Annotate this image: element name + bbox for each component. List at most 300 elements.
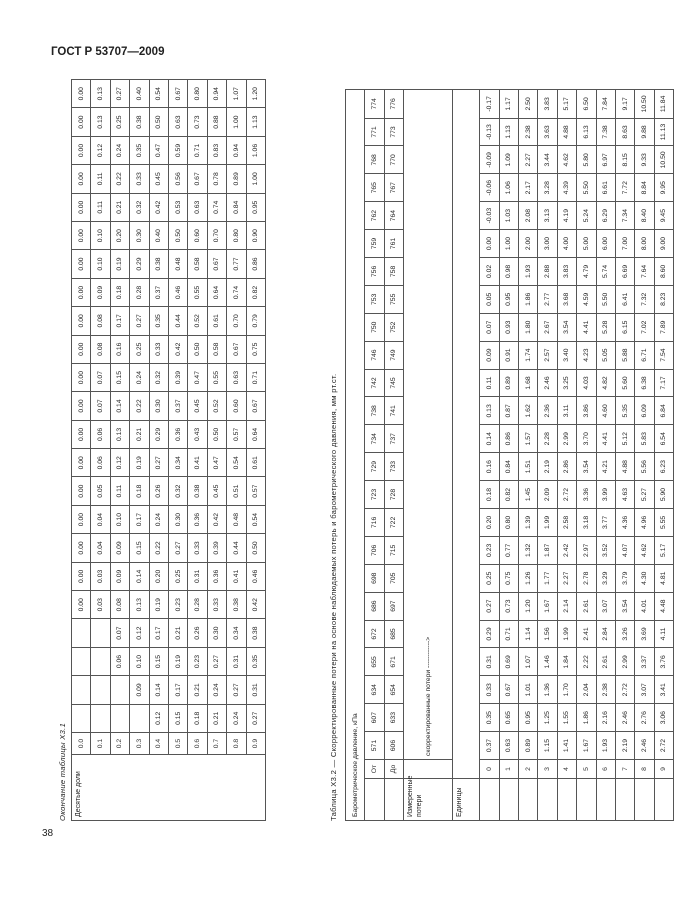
- table-cell: 7.72: [615, 174, 634, 202]
- table-cell: 0.95: [499, 285, 518, 313]
- from-value: 698: [365, 564, 384, 592]
- table-cell: 0.42: [168, 335, 187, 363]
- table-cell: 0.98: [499, 257, 518, 285]
- table-cell: 3.63: [538, 118, 557, 146]
- table-cell: 0.04: [91, 534, 110, 562]
- table-cell: 0.00: [72, 534, 91, 562]
- table-cell: 4.82: [596, 369, 615, 397]
- pressure-header-row: [346, 90, 365, 821]
- table-cell: 5.55: [654, 508, 673, 536]
- table-cell: 0.09: [480, 341, 499, 369]
- table-cell: 6.71: [635, 341, 654, 369]
- table-cell: 3.40: [557, 341, 576, 369]
- table-cell: 0.75: [499, 564, 518, 592]
- table-cell: 0.71: [246, 363, 265, 391]
- table-cell: 5.12: [615, 425, 634, 453]
- table-cell: -0.17: [480, 90, 499, 118]
- table-cell: 2.97: [577, 536, 596, 564]
- table-cell: 0.00: [480, 230, 499, 258]
- table-cell: 0.86: [499, 425, 518, 453]
- to-value: 741: [384, 397, 403, 425]
- table-cell: 4.96: [635, 508, 654, 536]
- table-cell: 2.72: [557, 481, 576, 509]
- table-cell: 0.40: [149, 221, 168, 249]
- table-cell: -0.03: [480, 202, 499, 230]
- table-cell: 0.07: [91, 363, 110, 391]
- empty-cell: [130, 704, 149, 732]
- empty-cell: [91, 676, 110, 704]
- table-cell: 0.06: [91, 420, 110, 448]
- table-cell: 1.84: [557, 648, 576, 676]
- table-cell: 2.27: [557, 564, 576, 592]
- empty-cell: [635, 779, 654, 821]
- table-cell: 0.00: [72, 307, 91, 335]
- table-cell: 0.05: [91, 477, 110, 505]
- table-cell: 0.57: [227, 420, 246, 448]
- table-cell: 1.67: [577, 732, 596, 760]
- table-cell: 3.00: [538, 230, 557, 258]
- table-cell: 0.13: [130, 591, 149, 619]
- row-label: 1: [499, 760, 518, 779]
- table-cell: 0.00: [72, 591, 91, 619]
- table-cell: 1.17: [499, 90, 518, 118]
- table-cell: 0.63: [227, 363, 246, 391]
- table-cell: 1.00: [246, 165, 265, 193]
- table-cell: 4.03: [577, 369, 596, 397]
- table-row: [246, 80, 265, 821]
- table-cell: 4.19: [557, 202, 576, 230]
- table-cell: 0.64: [246, 420, 265, 448]
- table-cell: 0.22: [130, 392, 149, 420]
- table-cell: 0.00: [72, 335, 91, 363]
- from-value: 729: [365, 453, 384, 481]
- table-cell: 1.06: [246, 136, 265, 164]
- table-cell: 0.12: [110, 449, 129, 477]
- table-cell: 0.33: [130, 165, 149, 193]
- table-cell: 2.84: [596, 620, 615, 648]
- row-label: 0.5: [168, 733, 187, 755]
- table-cell: 0.33: [149, 335, 168, 363]
- table-cell: 5.80: [577, 146, 596, 174]
- table-cell: 0.80: [188, 80, 207, 108]
- table-row: [130, 80, 149, 821]
- table-cell: 1.00: [499, 230, 518, 258]
- table-cell: 0.89: [518, 732, 537, 760]
- table-cell: 0.54: [246, 505, 265, 533]
- table-cell: 0.50: [246, 534, 265, 562]
- row-label: 3: [538, 760, 557, 779]
- table-cell: 0.71: [499, 620, 518, 648]
- table-cell: 9.17: [615, 90, 634, 118]
- table-cell: 0.15: [130, 534, 149, 562]
- table-cell: 0.53: [168, 193, 187, 221]
- table-cell: 4.48: [654, 592, 673, 620]
- table-cell: 0.67: [168, 80, 187, 108]
- table-cell: 8.23: [654, 285, 673, 313]
- from-label: От: [365, 760, 384, 779]
- table-cell: 0.33: [188, 534, 207, 562]
- table-cell: 0.00: [72, 562, 91, 590]
- table-cell: 8.15: [615, 146, 634, 174]
- table-row: [596, 90, 615, 821]
- table-cell: 5.74: [596, 257, 615, 285]
- table-cell: 6.38: [635, 369, 654, 397]
- to-value: 671: [384, 648, 403, 676]
- table-cell: 0.57: [246, 477, 265, 505]
- table-cell: 0.19: [110, 250, 129, 278]
- table-cell: 1.45: [518, 481, 537, 509]
- table-cell: 4.88: [557, 118, 576, 146]
- table-cell: 1.70: [557, 676, 576, 704]
- table-cell: 0.67: [207, 250, 226, 278]
- table-cell: 6.97: [596, 146, 615, 174]
- table-cell: 0.08: [91, 307, 110, 335]
- table-cell: 0.00: [72, 363, 91, 391]
- table-cell: 0.28: [130, 278, 149, 306]
- table-cell: 7.32: [635, 285, 654, 313]
- table-cell: 3.28: [538, 174, 557, 202]
- table-cell: 5.17: [557, 90, 576, 118]
- table-cell: 2.72: [654, 732, 673, 760]
- table-cell: 4.30: [635, 564, 654, 592]
- table-cell: 0.38: [149, 250, 168, 278]
- table-cell: 0.94: [207, 80, 226, 108]
- table-row: [168, 80, 187, 821]
- table-cell: 0.93: [499, 313, 518, 341]
- table1-caption: Окончание таблицы Х3.1: [58, 722, 67, 821]
- table-cell: 5.05: [596, 341, 615, 369]
- table-cell: 4.88: [615, 453, 634, 481]
- to-value: 728: [384, 481, 403, 509]
- table-cell: 0.30: [130, 221, 149, 249]
- table-cell: 0.27: [246, 704, 265, 732]
- from-value: 774: [365, 90, 384, 118]
- table-cell: 1.51: [518, 453, 537, 481]
- table-cell: 0.24: [227, 704, 246, 732]
- table-cell: 9.00: [654, 230, 673, 258]
- table-cell: 2.88: [538, 257, 557, 285]
- table-cell: 0.13: [91, 108, 110, 136]
- table-cell: 0.35: [480, 704, 499, 732]
- table-cell: 0.32: [168, 477, 187, 505]
- table-cell: 5.83: [635, 425, 654, 453]
- to-value: 761: [384, 230, 403, 258]
- table-cell: 0.45: [207, 477, 226, 505]
- table-cell: 8.00: [635, 230, 654, 258]
- units-row: [453, 90, 480, 821]
- table-cell: 0.00: [72, 449, 91, 477]
- table-cell: 0.79: [246, 307, 265, 335]
- row-label: 0.0: [72, 733, 91, 755]
- table-cell: 0.58: [207, 335, 226, 363]
- table-cell: 10.50: [654, 146, 673, 174]
- table-cell: 9.33: [635, 146, 654, 174]
- table-cell: 1.46: [538, 648, 557, 676]
- table-cell: 0.09: [91, 278, 110, 306]
- table-cell: 0.20: [149, 562, 168, 590]
- empty-cell: [538, 779, 557, 821]
- table-cell: 0.52: [188, 307, 207, 335]
- table-cell: 0.14: [149, 676, 168, 704]
- row-label: 0: [480, 760, 499, 779]
- table-cell: 6.84: [654, 397, 673, 425]
- table-cell: 0.46: [168, 278, 187, 306]
- table-cell: 0.12: [91, 136, 110, 164]
- table-cell: 0.00: [72, 165, 91, 193]
- table-cell: 0.34: [168, 449, 187, 477]
- table-cell: 0.00: [72, 477, 91, 505]
- row-label: 0.7: [207, 733, 226, 755]
- table-cell: 0.50: [149, 108, 168, 136]
- table-cell: 1.41: [557, 732, 576, 760]
- table-cell: 0.09: [130, 676, 149, 704]
- empty-cell: [615, 779, 634, 821]
- table-cell: 0.64: [207, 278, 226, 306]
- table-cell: 0.07: [110, 619, 129, 647]
- table-cell: 1.68: [518, 369, 537, 397]
- table-cell: 0.15: [149, 647, 168, 675]
- table-cell: 0.78: [207, 165, 226, 193]
- table-cell: 0.69: [499, 648, 518, 676]
- table-cell: 0.47: [207, 449, 226, 477]
- table-cell: 0.24: [110, 136, 129, 164]
- table-cell: 0.88: [207, 108, 226, 136]
- table-row: [615, 90, 634, 821]
- table-cell: 0.30: [207, 619, 226, 647]
- table-cell: 0.31: [246, 676, 265, 704]
- table-cell: 3.68: [557, 285, 576, 313]
- table-cell: 0.31: [480, 648, 499, 676]
- table-cell: 0.82: [499, 481, 518, 509]
- units-label: Единицы: [453, 779, 480, 821]
- from-value: 634: [365, 676, 384, 704]
- table-cell: 0.07: [91, 392, 110, 420]
- table-cell: 0.46: [246, 562, 265, 590]
- table-cell: 0.18: [110, 278, 129, 306]
- table-cell: 3.41: [654, 676, 673, 704]
- table-cell: 0.04: [91, 505, 110, 533]
- table-cell: 0.67: [188, 165, 207, 193]
- empty-cell: [72, 676, 91, 704]
- table-cell: 3.18: [577, 508, 596, 536]
- table-cell: 3.44: [538, 146, 557, 174]
- table-row: [149, 80, 168, 821]
- table-cell: 0.15: [168, 704, 187, 732]
- table-cell: 0.61: [207, 307, 226, 335]
- table-cell: 3.99: [596, 481, 615, 509]
- table-cell: 0.67: [227, 335, 246, 363]
- table-cell: 4.11: [654, 620, 673, 648]
- table-cell: 0.30: [168, 505, 187, 533]
- table-cell: 2.38: [596, 676, 615, 704]
- table-cell: 0.00: [72, 221, 91, 249]
- table-cell: 3.83: [538, 90, 557, 118]
- from-value: 706: [365, 536, 384, 564]
- table-cell: 6.69: [615, 257, 634, 285]
- table-cell: 8.84: [635, 174, 654, 202]
- table-cell: 2.41: [577, 620, 596, 648]
- table-cell: 0.12: [130, 619, 149, 647]
- table-cell: 0.39: [207, 534, 226, 562]
- empty-cell: [499, 779, 518, 821]
- table-cell: 6.13: [577, 118, 596, 146]
- table-cell: 0.06: [110, 647, 129, 675]
- table-cell: 0.89: [499, 369, 518, 397]
- from-value: 723: [365, 481, 384, 509]
- table-cell: 0.29: [480, 620, 499, 648]
- table-cell: 3.70: [577, 425, 596, 453]
- table-cell: 0.27: [480, 592, 499, 620]
- table-cell: 0.47: [188, 363, 207, 391]
- table-cell: 1.32: [518, 536, 537, 564]
- empty-cell: [110, 676, 129, 704]
- table-cell: 3.76: [654, 648, 673, 676]
- table-cell: 0.82: [246, 278, 265, 306]
- empty-cell: [453, 90, 480, 779]
- empty-cell: [384, 779, 403, 821]
- table-cell: 0.54: [227, 449, 246, 477]
- empty-cell: [596, 779, 615, 821]
- table-cell: 0.08: [110, 591, 129, 619]
- empty-cell: [72, 647, 91, 675]
- to-value: 773: [384, 118, 403, 146]
- to-value: 764: [384, 202, 403, 230]
- empty-cell: [91, 647, 110, 675]
- table-cell: 5.50: [596, 285, 615, 313]
- table-cell: 0.60: [227, 392, 246, 420]
- page-number: 38: [42, 828, 54, 839]
- table-cell: 0.22: [149, 534, 168, 562]
- table-cell: 0.07: [480, 313, 499, 341]
- table-cell: 0.00: [72, 193, 91, 221]
- table-cell: 3.52: [596, 536, 615, 564]
- table-cell: 0.60: [188, 221, 207, 249]
- table-cell: 3.86: [577, 397, 596, 425]
- table2-caption: Таблица Х3.2 — Скорректированные потери на основе наблюдаемых потерь и барометрического давления, мм рт.ст.: [329, 373, 338, 821]
- row-label: 0.6: [188, 733, 207, 755]
- table-row: [654, 90, 673, 821]
- table-cell: 1.13: [499, 118, 518, 146]
- table-cell: 2.58: [557, 508, 576, 536]
- to-value: 705: [384, 564, 403, 592]
- table-cell: 11.84: [654, 90, 673, 118]
- row-label: 7: [615, 760, 634, 779]
- empty-cell: [365, 779, 384, 821]
- table-cell: 2.22: [577, 648, 596, 676]
- table-cell: 1.39: [518, 508, 537, 536]
- to-value: 715: [384, 536, 403, 564]
- to-row: [384, 90, 403, 821]
- table-cell: 0.08: [91, 335, 110, 363]
- table-cell: 0.10: [91, 250, 110, 278]
- table-cell: 0.19: [130, 449, 149, 477]
- table-cell: 0.21: [130, 420, 149, 448]
- table-cell: 8.40: [635, 202, 654, 230]
- table-cell: 1.14: [518, 620, 537, 648]
- table-cell: 0.14: [110, 392, 129, 420]
- table-cell: 5.50: [577, 174, 596, 202]
- table-cell: 0.73: [188, 108, 207, 136]
- table-cell: 0.56: [168, 165, 187, 193]
- table-cell: 6.15: [615, 313, 634, 341]
- table-cell: 0.55: [207, 363, 226, 391]
- table-cell: 0.74: [207, 193, 226, 221]
- table-cell: 1.86: [518, 285, 537, 313]
- table-cell: 0.51: [227, 477, 246, 505]
- table-cell: 2.57: [538, 341, 557, 369]
- empty-cell: [577, 779, 596, 821]
- table-row: [110, 80, 129, 821]
- table-cell: 0.71: [188, 136, 207, 164]
- table-cell: 0.02: [480, 257, 499, 285]
- row-label: 0.3: [130, 733, 149, 755]
- table-row: [499, 90, 518, 821]
- table-cell: 0.32: [149, 363, 168, 391]
- from-row: [365, 90, 384, 821]
- table-cell: 2.28: [538, 425, 557, 453]
- table-cell: 2.46: [635, 732, 654, 760]
- table-cell: 0.18: [188, 704, 207, 732]
- to-value: 606: [384, 732, 403, 760]
- row-label: 8: [635, 760, 654, 779]
- table-cell: 2.99: [557, 425, 576, 453]
- table-cell: 7.54: [654, 341, 673, 369]
- from-value: 716: [365, 508, 384, 536]
- table-cell: 0.00: [72, 250, 91, 278]
- table-row: [91, 80, 110, 821]
- table-cell: 1.74: [518, 341, 537, 369]
- table-cell: 0.25: [480, 564, 499, 592]
- table-cell: 1.56: [538, 620, 557, 648]
- from-value: 738: [365, 397, 384, 425]
- table-row: [538, 90, 557, 821]
- table-cell: 0.19: [149, 591, 168, 619]
- table-cell: 0.21: [168, 619, 187, 647]
- table-cell: 0.29: [149, 420, 168, 448]
- table-cell: 8.60: [654, 257, 673, 285]
- table-cell: 0.17: [110, 307, 129, 335]
- table-cell: 0.65: [499, 704, 518, 732]
- table-cell: 2.77: [538, 285, 557, 313]
- table-cell: 1.15: [538, 732, 557, 760]
- table-cell: 4.63: [615, 481, 634, 509]
- table-cell: 3.06: [654, 704, 673, 732]
- table-cell: 7.02: [635, 313, 654, 341]
- table-cell: 2.04: [577, 676, 596, 704]
- table-cell: 1.87: [538, 536, 557, 564]
- table-cell: 4.60: [596, 397, 615, 425]
- from-value: 756: [365, 257, 384, 285]
- table-cell: 6.09: [635, 397, 654, 425]
- empty-cell: [654, 779, 673, 821]
- table-cell: 1.93: [518, 257, 537, 285]
- row-label: 0.9: [246, 733, 265, 755]
- to-label: До: [384, 760, 403, 779]
- from-value: 607: [365, 704, 384, 732]
- table-cell: 4.07: [615, 536, 634, 564]
- table-row: [635, 90, 654, 821]
- table-cell: 7.84: [596, 90, 615, 118]
- table-row: [188, 80, 207, 821]
- table-cell: 0.24: [130, 363, 149, 391]
- table-cell: 0.30: [149, 392, 168, 420]
- table-cell: 0.54: [149, 80, 168, 108]
- table-cell: 0.11: [110, 477, 129, 505]
- table-cell: 0.37: [480, 732, 499, 760]
- table-cell: 6.61: [596, 174, 615, 202]
- table-cell: 0.15: [110, 363, 129, 391]
- table-cell: 0.94: [227, 136, 246, 164]
